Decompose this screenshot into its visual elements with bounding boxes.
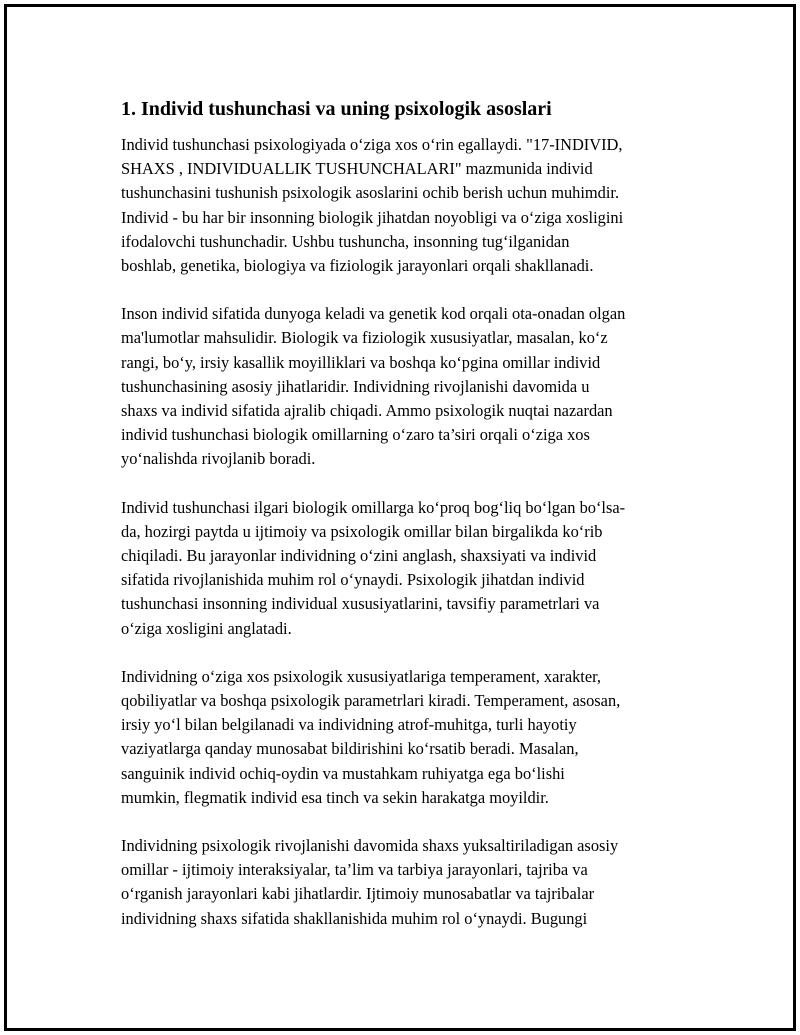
paragraph: Individ tushunchasi psixologiyada o‘ziga xos o‘rin egallaydi. "17-INDIVID, SHAXS , INDIVIDUALLIK TUSHUNCHALARI" mazmunida individ tushunchasini tushunish psixologik asoslarini ochib berish uchun muhimdir. Individ - bu har bir insonning biologik jihatdan noyobligi va o‘ziga xosligini ifodalovchi tushunchadir. Ushbu tushuncha, insonning tug‘ilganidan boshlab, genetika, biologiya va fiziologik jarayonlari orqali shakllanadi. xyxy=(121,135,624,276)
paragraph: Individning o‘ziga xos psixologik xususiyatlariga temperament, xarakter, qobiliyatlar va boshqa psixologik parametrlari kiradi. Temperament, asosan, irsiy yo‘l bilan belgilanadi va individning atrof-muhitga, turli hayotiy vaziyatlarga qanday munosabat bildirishini ko‘rsatib beradi. Masalan, sanguinik individ ochiq-oydin va mustahkam ruhiyatga ega bo‘lishi mumkin, flegmatik individ esa tinch va sekin harakatga moyildir. xyxy=(121,666,621,807)
page-frame xyxy=(4,4,796,1031)
paragraph: Individ tushunchasi ilgari biologik omillarga ko‘proq bog‘liq bo‘lgan bo‘lsa- da, hozirgi paytda u ijtimoiy va psixologik omillar bilan birgalikda ko‘rib chiqiladi. Bu jarayonlar individning o‘zini anglash, shaxsiyati va individ sifatida rivojlanishida muhim rol o‘ynaydi. Psixologik jihatdan individ tushunchasi insonning individual xususiyatlarini, tavsifiy parametrlari va o‘ziga xosligini anglatadi. xyxy=(121,497,626,638)
paragraph: Individning psixologik rivojlanishi davomida shaxs yuksaltiriladigan asosiy omillar - ijtimoiy interaksiyalar, ta’lim va tarbiya jarayonlari, tajriba va o‘rganish jarayonlari kabi jihatlardir. Ijtimoiy munosabatlar va tajribalar individning shaxs sifatida shakllanishida muhim rol o‘ynaydi. Bugungi xyxy=(121,836,619,928)
paragraph: Inson individ sifatida dunyoga keladi va genetik kod orqali ota-onadan olgan ma'lumotlar mahsulidir. Biologik va fiziologik xususiyatlar, masalan, ko‘z rangi, bo‘y, irsiy kasallik moyilliklari va boshqa ko‘pgina omillar individ tushunchasining asosiy jihatlaridir. Individning rivojlanishi davomida u shaxs va individ sifatida ajralib chiqadi. Ammo psixologik nuqtai nazardan individ tushunchasi biologik omillarning o‘zaro ta’siri orqali o‘ziga xos yo‘nalishda rivojlanib boradi. xyxy=(121,304,626,469)
document-body xyxy=(121,95,693,955)
section-title: 1. Individ tushunchasi va uning psixologik asoslari xyxy=(121,98,552,120)
